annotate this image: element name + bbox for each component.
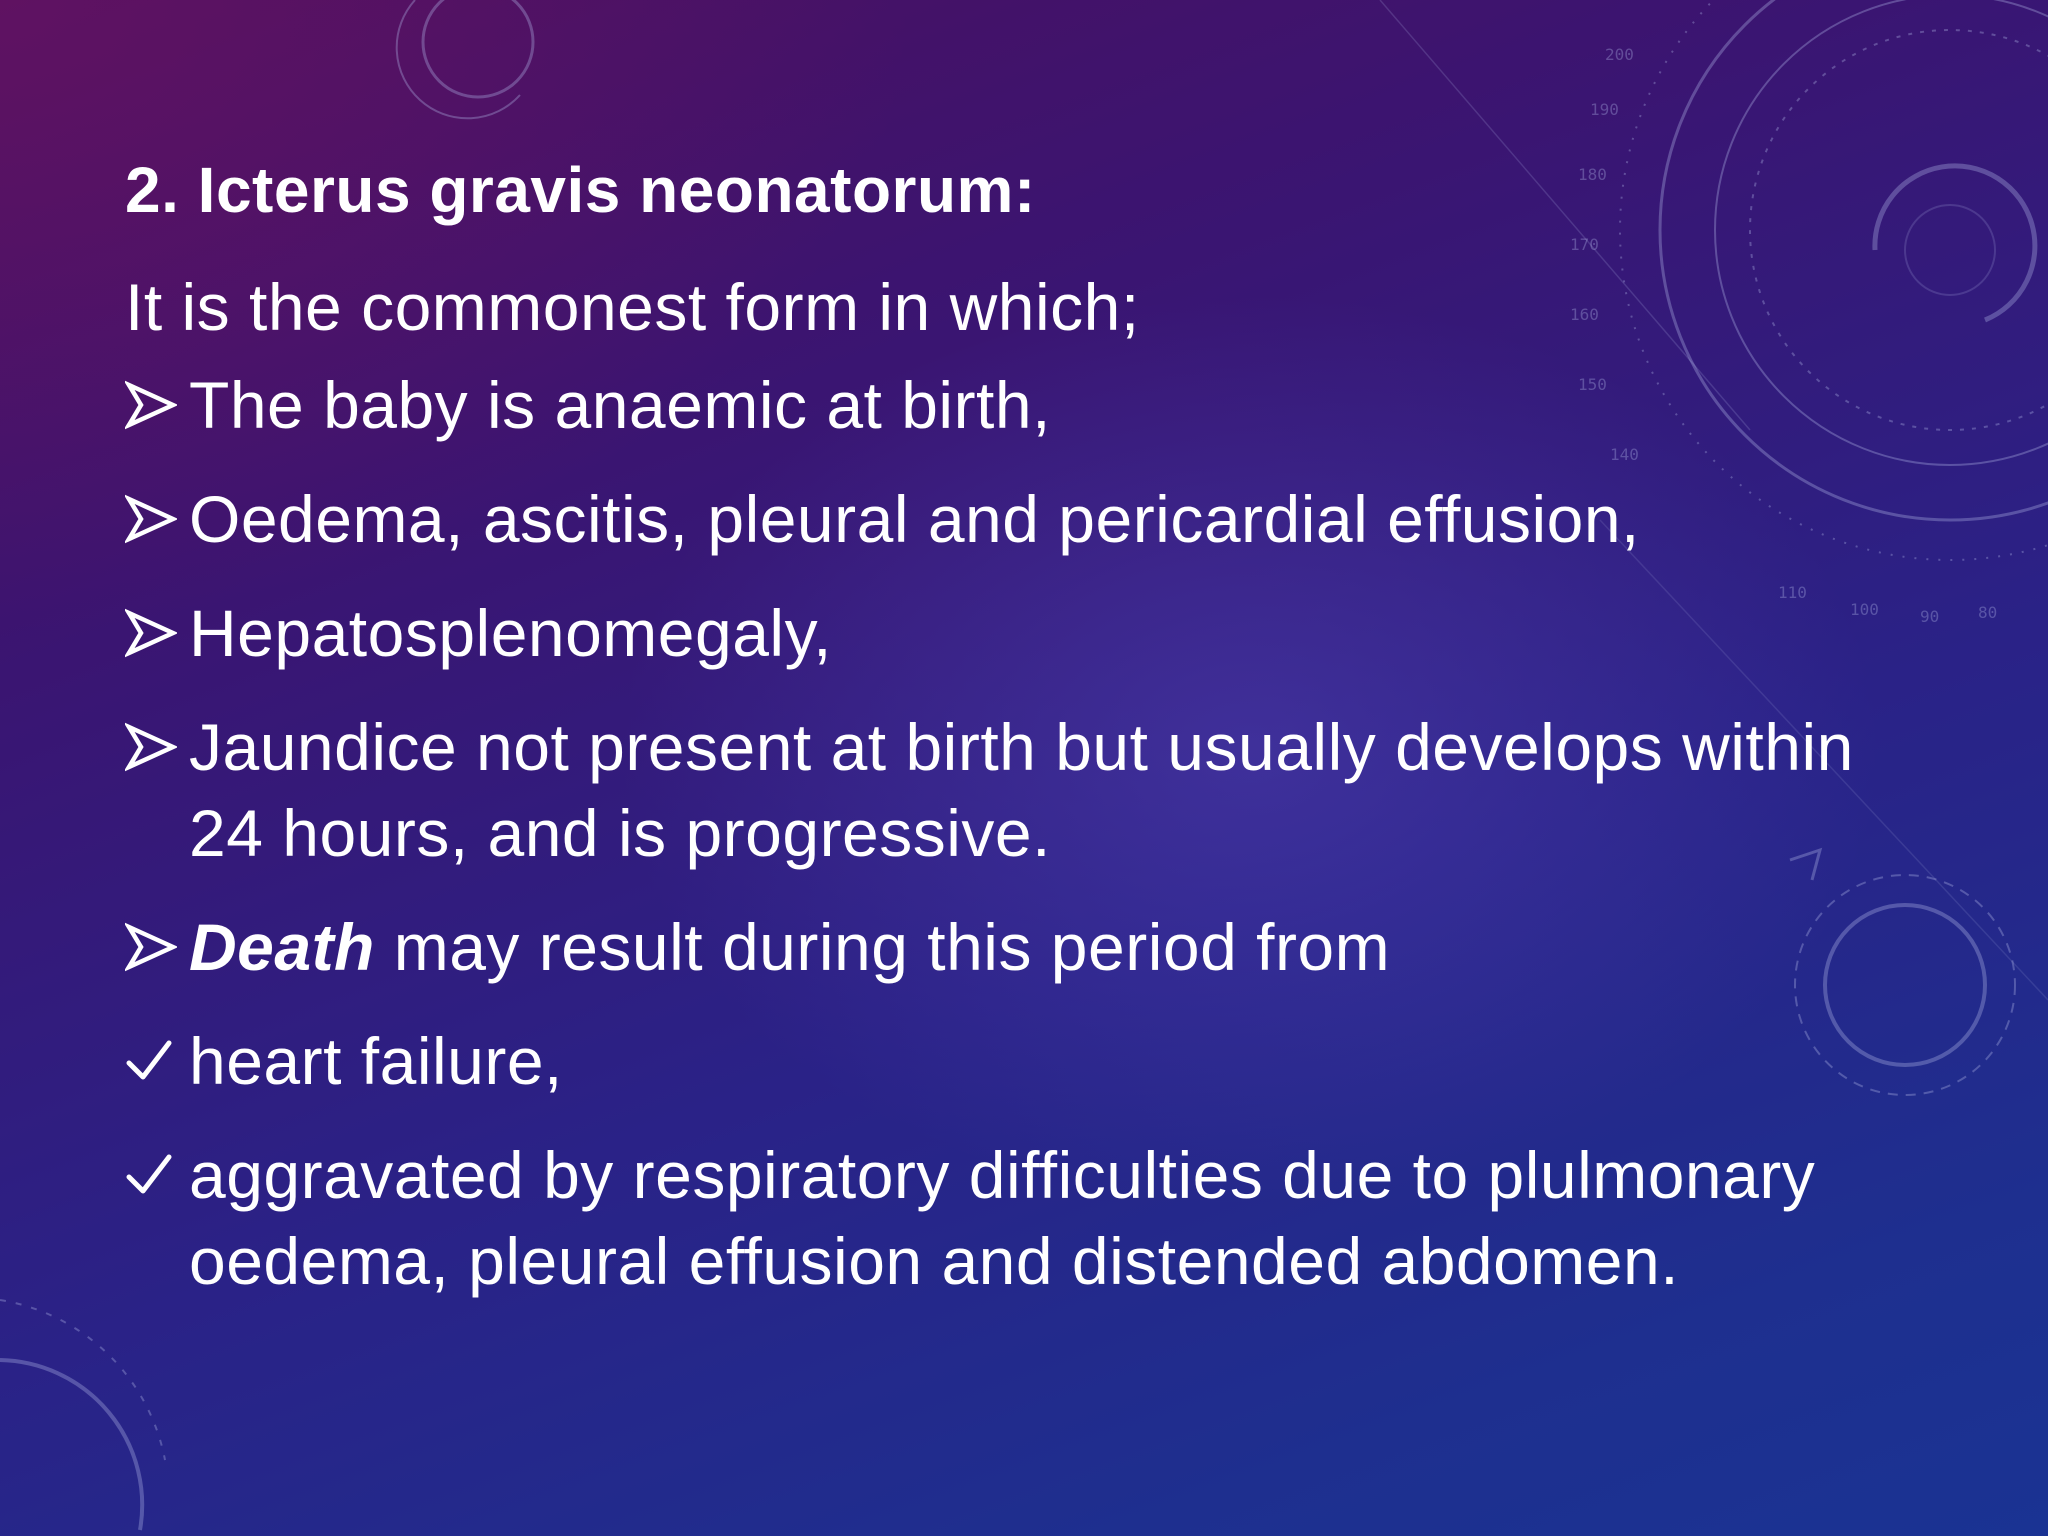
- bullet-text: Hepatosplenomegaly,: [189, 596, 833, 670]
- decorative-arc-top-left: [397, 0, 520, 118]
- dial-label: 100: [1850, 600, 1879, 619]
- dial-label: 180: [1578, 165, 1607, 184]
- check-bullet-icon: [125, 1018, 181, 1104]
- dial-label: 170: [1570, 235, 1599, 254]
- arrow-bullet-icon: [125, 590, 181, 676]
- dial-label: 140: [1610, 445, 1639, 464]
- arrow-bullet-icon: [125, 704, 181, 790]
- slide-heading: 2. Icterus gravis neonatorum:: [125, 154, 1036, 226]
- arrow-bullet-icon: [125, 904, 181, 990]
- arrow-bullet-icon: [125, 476, 181, 562]
- bullet-text: The baby is anaemic at birth,: [189, 368, 1051, 442]
- dial-label: 160: [1570, 305, 1599, 324]
- dial-label: 110: [1778, 583, 1807, 602]
- bullet-text: heart failure,: [189, 1024, 563, 1098]
- bullet-item: [125, 1132, 1925, 1304]
- bullet-item: [125, 476, 1925, 562]
- bullet-text: may result during this period from: [374, 910, 1391, 984]
- dial-label: 80: [1978, 603, 1998, 622]
- emphasis-text: Death: [189, 910, 375, 984]
- dial-label: 190: [1590, 100, 1619, 119]
- dial-label: 90: [1920, 607, 1940, 626]
- bullet-item: [125, 1018, 1925, 1104]
- decorative-ring-top-left: [423, 0, 533, 97]
- arrow-bullet-icon: [125, 362, 181, 448]
- bullet-text: Jaundice not present at birth but usually develops within 24 hours, and is progressive.: [189, 710, 1854, 870]
- dial-label: 150: [1578, 375, 1607, 394]
- bullet-text: Oedema, ascitis, pleural and pericardial effusion,: [189, 482, 1640, 556]
- intro-text: It is the commonest form in which;: [125, 270, 1140, 344]
- bullet-item: [125, 704, 1925, 876]
- bullet-item: [125, 590, 1925, 676]
- check-bullet-icon: [125, 1132, 181, 1218]
- slide-body: [125, 140, 1925, 1332]
- bullet-text: aggravated by respiratory difficulties due to plulmonary oedema, pleural effusion and distended abdomen.: [189, 1138, 1816, 1298]
- bullet-item: [125, 362, 1925, 448]
- decorative-arc-bottom-left: [0, 1360, 142, 1530]
- bullet-item: [125, 904, 1925, 990]
- dial-label: 200: [1605, 45, 1634, 64]
